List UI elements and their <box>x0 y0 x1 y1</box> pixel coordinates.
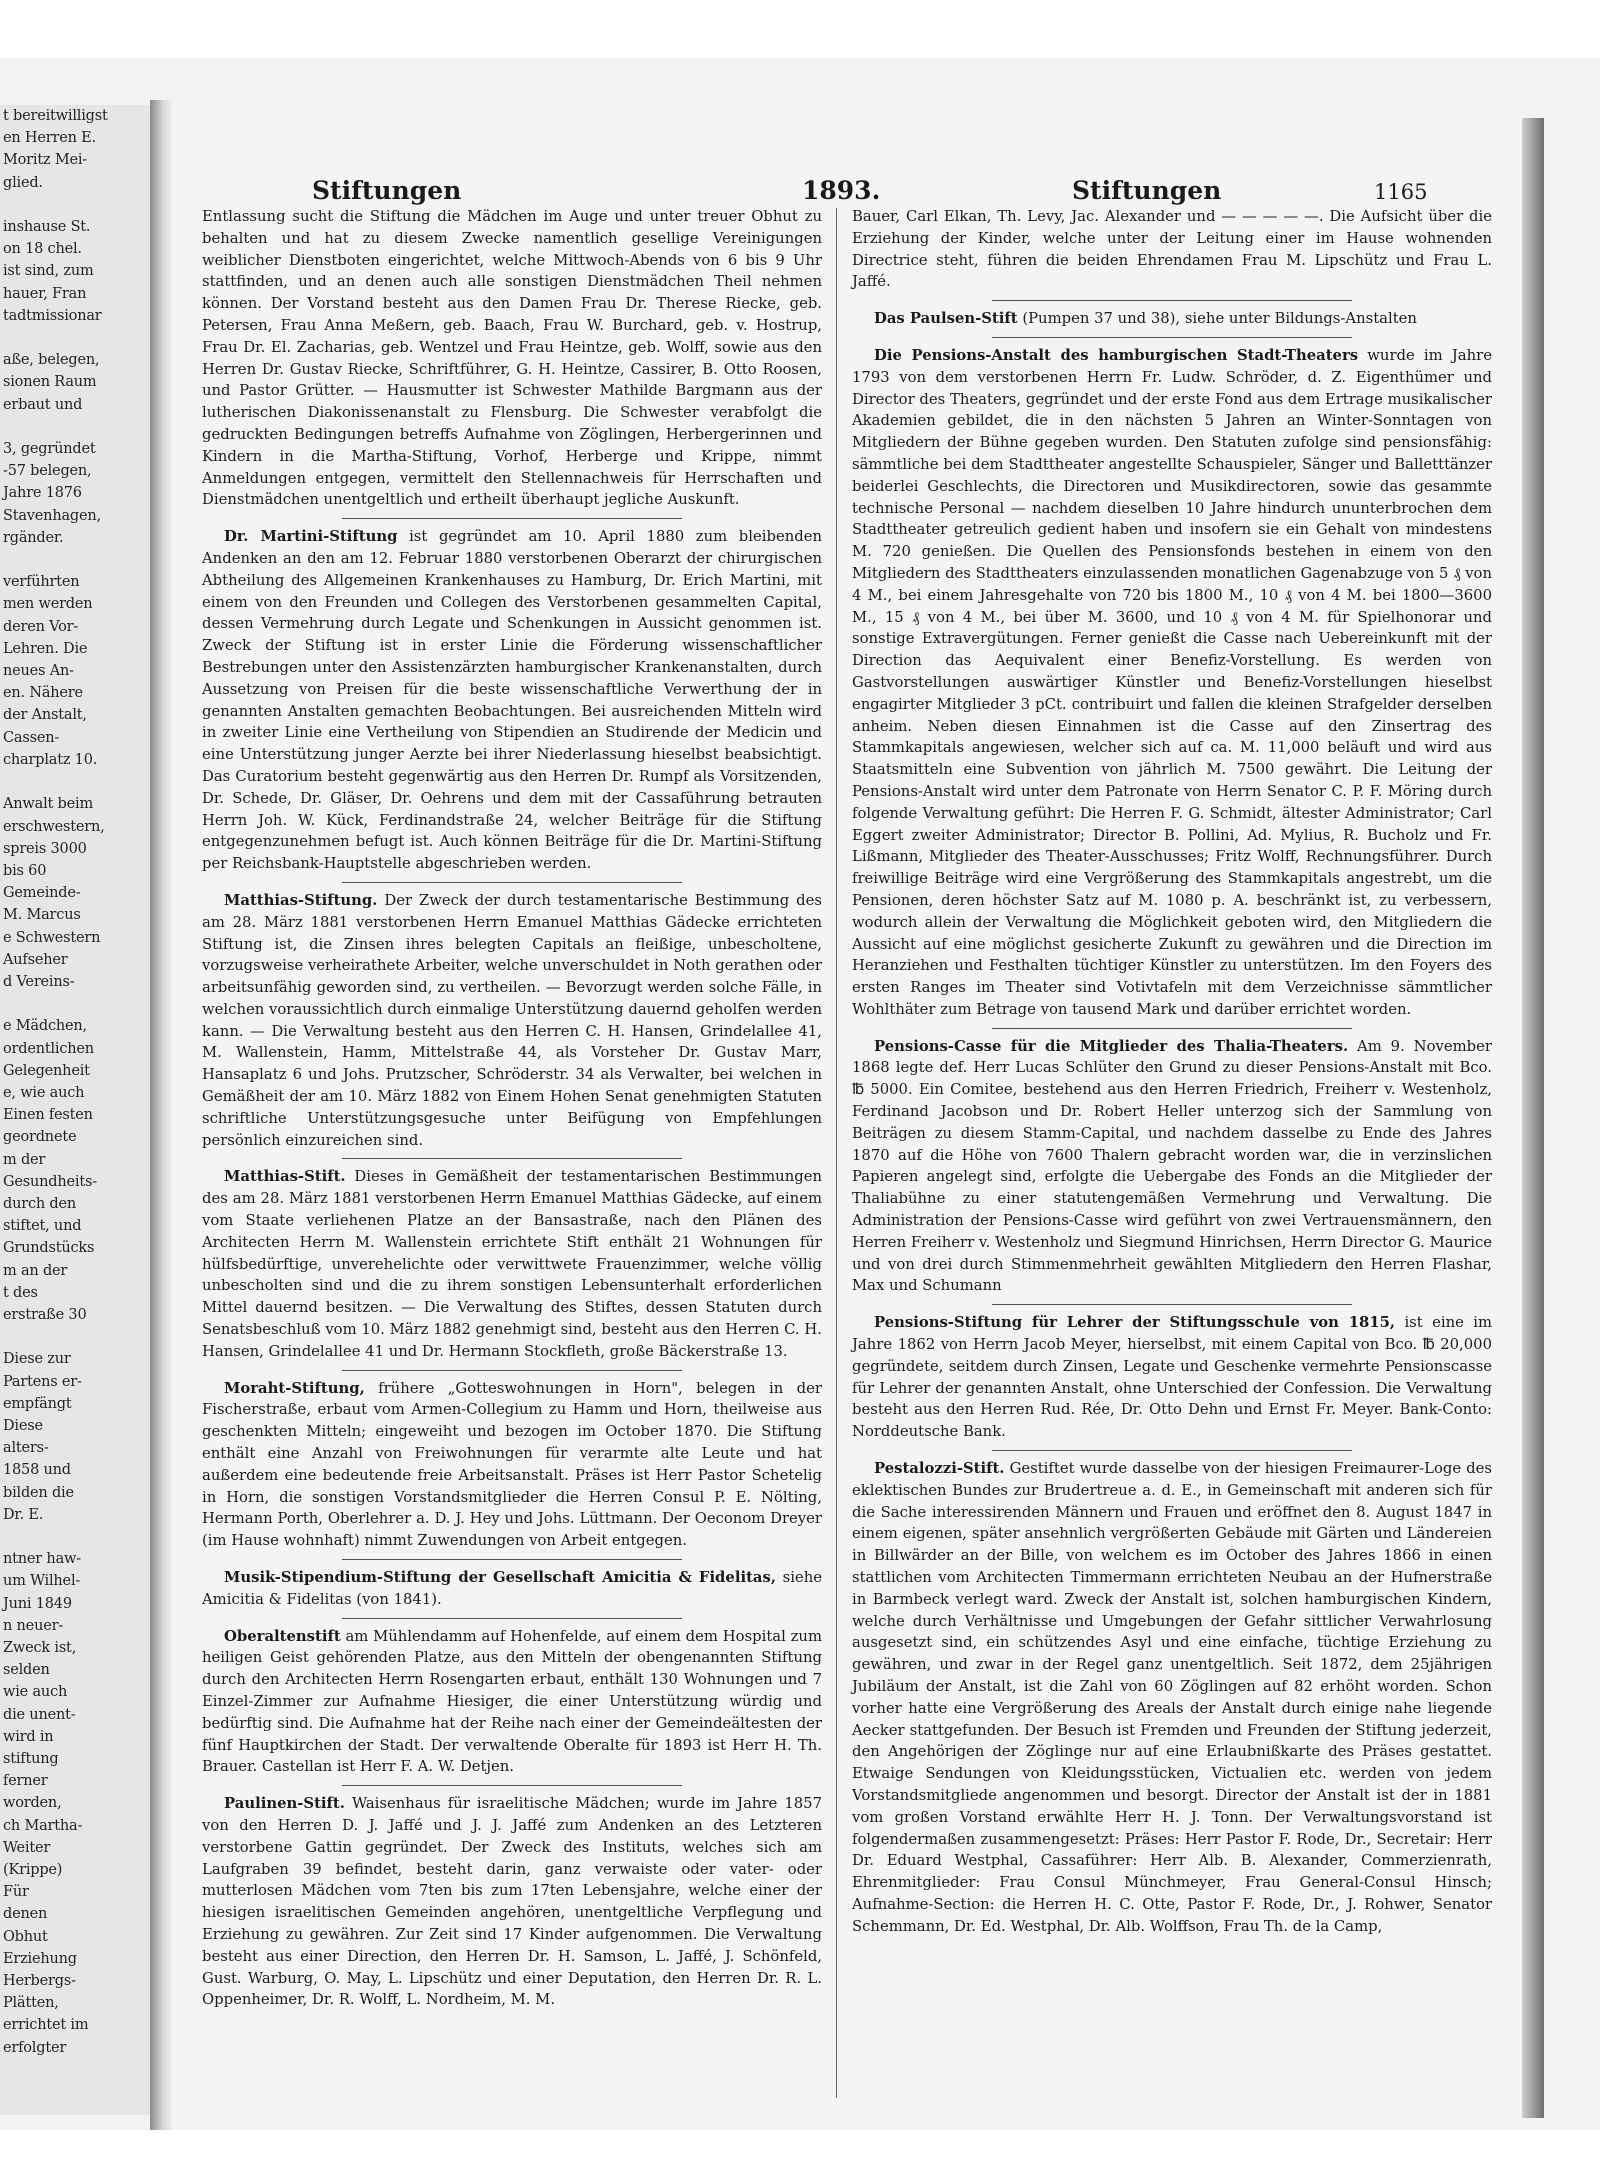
left-page-line <box>0 1526 150 1548</box>
left-page-line: Stavenhagen, <box>3 507 101 524</box>
left-page-line: Diese <box>3 1417 43 1434</box>
left-page-line: erbaut und <box>3 396 83 413</box>
scan-border-top <box>0 0 1600 58</box>
left-page-line: sionen Raum <box>3 374 97 391</box>
left-page-line: Diese zur <box>3 1351 71 1368</box>
entry-paragraph <box>202 526 822 875</box>
entry-text: frühere „Gotteswohnungen in Horn", belegen in der Fischerstraße, erbaut vom Armen-Collegium zu Hamm und Horn, theilweise aus geschenkten Mitteln; eingeweiht und bezogen im October 1870. Die Stiftung enthält eine Anzahl von Freiwohnungen für verarmte alte Leute und hat außerdem eine bedeutende freie Arbeitsanstalt. Präses ist Herr Pastor Schetelig in Horn, die sonstigen Vorstandsmitglieder die Herren Consul P. E. Nölting, Hermann Porth, Oberlehrer a. D. J. Hey und Johs. Lüttmann. Der Oeconom Dreyer (im Hause wohnhaft) nimmt Zuwendungen von Arbeit entgegen. <box>202 1379 822 1550</box>
left-page-line: e Mädchen, <box>3 1018 87 1035</box>
entry-paragraph <box>202 1378 822 1552</box>
left-page-line: m der <box>3 1151 46 1168</box>
entry-text: ist gegründet am 10. April 1880 zum bleibenden Andenken an den am 12. Februar 1880 verstorbenen Oberarzt der chirurgischen Abtheilung des Allgemeinen Krankenhauses zu Hamburg, Dr. Erich Martini, mit einem von den Freunden und Collegen des Verstorbenen gesammelten Capital, dessen Vermehrung durch Legate und Schenkungen in Aussicht genommen ist. Zweck der Stiftung ist in erster Linie die Förderung wissenschaftlicher Bestrebungen unter den Assistenzärzten hamburgischer Krankenanstalten, durch Aussetzung von Preisen für die beste wissenschaftliche Verwerthung der in genannten Anstalten gemachten Beobachtungen. Bei ausreichenden Mitteln wird in zweiter Linie eine Vertheilung von Stipendien an Studirende der Medicin und eine Unterstützung junger Aerzte bei ihrer Niederlassung hieselbst beabsichtigt. Das Curatorium besteht gegenwärtig aus den Herren Dr. Rumpf als Vorsitzenden, Dr. Schede, Dr. Gläser, Dr. Oehrens und dem mit der Cassaführung betrauten Herrn Joh. W. Kück, Ferdinandstraße 24, welcher Beiträge für die Stiftung entgegenzunehmen befugt ist. Auch können Beiträge für die Dr. Martini-Stiftung per Reichsbank-Hauptstelle abgeschrieben werden. <box>202 528 822 873</box>
left-page-line: rgänder. <box>3 529 64 546</box>
entry-separator <box>342 1618 682 1619</box>
left-page-line: Gesundheits- <box>3 1173 97 1190</box>
left-page-line: ch Martha- <box>3 1817 83 1834</box>
entry-text: am Mühlendamm auf Hohenfelde, auf einem dem Hospital zum heiligen Geist gehörenden Platze, aus den Mitteln der obengenannten Stiftung durch den Architecten Herrn Rosengarten erbaut, enthält 130 Wohnungen und 7 Einzel-Zimmer zur Aufnahme Hiesiger, die einer Unterstützung würdig und bedürftig sind. Die Aufnahme hat der Reihe nach einer der Gemeindeältesten der fünf Hauptkirchen der Stadt. Der verwaltende Oberalte für 1893 ist Herr H. Th. Brauer. Castellan ist Herr F. A. W. Detjen. <box>202 1627 822 1776</box>
left-page-line: Für <box>3 1884 29 1901</box>
entry-text: (Pumpen 37 und 38), siehe unter Bildungs-Anstalten <box>1022 310 1417 328</box>
entry-separator <box>992 1304 1352 1305</box>
entry-text: Bauer, Carl Elkan, Th. Levy, Jac. Alexander und — — — — —. Die Aufsicht über die Erziehung der Kinder, welche unter der Leitung einer im Hause wohnenden Directrice steht, führen die beiden Ehrendamen Frau M. Lipschütz und Frau L. Jaffé. <box>852 208 1492 291</box>
left-page-line: Gemeinde- <box>3 885 81 902</box>
entry-separator <box>342 1158 682 1159</box>
left-page-line: neues An- <box>3 663 74 680</box>
left-page-line: ferner <box>3 1773 48 1790</box>
left-page-line: ist sind, zum <box>3 263 94 280</box>
entry-paragraph <box>202 1166 822 1362</box>
entry-lead: Paulinen-Stift. <box>224 1795 345 1813</box>
entry-lead: Musik-Stipendium-Stiftung der Gesellschaft Amicitia & Fidelitas, <box>224 1569 776 1587</box>
entry-paragraph <box>202 890 822 1152</box>
left-page-line: bilden die <box>3 1484 74 1501</box>
entry-text: Gestiftet wurde dasselbe von der hiesigen Freimaurer-Loge des eklektischen Bundes zur Brudertreue a. d. E., in Gemeinschaft mit anderen sich für die Sache interessirenden Männern und Frauen und eröffnet den 8. August 1847 in einem eigenen, später ansehnlich vergrößerten Gebäude mit Gärten und Ländereien in Billwärder an der Bille, von welchem es im October des Jahres 1866 in einen stattlichen vom Architecten Timmermann errichteten Neubau an der Hufnerstraße in Barmbeck verlegt ward. Zweck der Anstalt ist, solchen hamburgischen Kindern, welche durch Verhältnisse und Umgebungen der Gefahr sittlicher Verwahrlosung ausgesetzt sind, ein schützendes Asyl und eine einfache, tüchtige Erziehung zu gewähren, und zwar in der Regel ganz unentgeltlich. Seit 1872, dem 25jährigen Jubiläum der Anstalt, ist die Zahl von 60 Zöglingen auf 82 erhöht worden. Schon vorher hatte eine Vergrößerung des Areals der Anstalt durch einige nahe liegende Aecker stattgefunden. Der Besuch ist Fremden und Freunden der Stiftung jederzeit, den Angehörigen der Zöglinge nur auf eine Erlaubnißkarte des Präses gestattet. Etwaige Sendungen von Kleidungsstücken, Victualien etc. werden von jedem Vorstandsmitgliede angenommen und besorgt. Director der Anstalt ist der in 1881 vom großen Vorstand erwählte Herr H. J. Tonn. Der Verwaltungsvorstand ist folgendermaßen zusammengesetzt: Präses: Herr Pastor F. Rode, Dr., Secretair: Herr Dr. Eduard Westphal, Cassaführer: Herr Alb. B. Alexander, Commerzienrath, Ehrenmitglieder: Frau Consul Münchmeyer, Frau General-Consul Hinsch; Aufnahme-Section: die Herren H. C. Otte, Pastor F. Rode, Dr., J. Rohwer, Senator Schemmann, Dr. Ed. Westphal, Dr. Alb. Wolffson, Frau Th. de la Camp, <box>852 1460 1492 1935</box>
left-page-line: der Anstalt, <box>3 707 87 724</box>
left-page-line <box>0 1326 150 1348</box>
left-page-line: Aufseher <box>3 951 68 968</box>
left-page-line: Juni 1849 <box>3 1595 72 1612</box>
left-page-line: Plätten, <box>3 1995 59 2012</box>
entry-separator <box>992 1028 1352 1029</box>
left-page-line: denen <box>3 1906 48 1923</box>
column-rule <box>836 208 837 2098</box>
left-page-line <box>0 327 150 349</box>
left-page-line: errichtet im <box>3 2017 89 2034</box>
left-page-line: deren Vor- <box>3 618 79 635</box>
left-page-line: worden, <box>3 1795 62 1812</box>
entry-lead: Die Pensions-Anstalt des hamburgischen Stadt-Theaters <box>874 346 1359 364</box>
left-page-line: n neuer- <box>3 1617 64 1634</box>
left-page-line: m an der <box>3 1262 68 1279</box>
entry-separator <box>342 518 682 519</box>
entry-text: Entlassung sucht die Stiftung die Mädchen im Auge und unter treuer Obhut zu behalten und hat zu diesem Zwecke namentlich gesellige Vereinigungen weiblicher Dienstboten eingerichtet, welche Mittwoch-Abends von 6 bis 9 Uhr stattfinden, und an denen auch alle sonstigen Dienstmädchen Theil nehmen können. Der Vorstand besteht aus den Damen Frau Dr. Therese Riecke, geb. Petersen, Frau Anna Meßern, geb. Baach, Frau W. Burchard, geb. v. Hostrup, Frau Dr. El. Zacharias, geb. Wentzel und Frau Heintze, geb. Wolff, sowie aus den Herren Dr. Gustav Riecke, Schriftführer, G. H. Heintze, Cassirer, B. Otto Roosen, und Pastor Grütter. — Hausmutter ist Schwester Mathilde Bargmann aus der lutherischen Diakonissenanstalt zu Flensburg. Die Schwester verabfolgt die gedruckten Bedingungen betreffs Aufnahme von Zöglingen, Herbergerinnen und Kindern in die Martha-Stiftung, Vorhof, Herberge und Krippe, nimmt Anmeldungen entgegen, vermittelt den Stellennachweis für Herrschaften und Dienstmädchen unentgeltlich und ertheilt überhaupt jegliche Auskunft. <box>202 208 822 509</box>
left-column <box>202 206 822 2015</box>
entry-lead: Matthias-Stiftung. <box>224 891 378 909</box>
entry-text: wurde im Jahre 1793 von dem verstorbenen Herrn Fr. Ludw. Schröder, d. Z. Eigenthümer und Director des Theaters, gegründet und der erste Fond aus dem Ertrage musikalischer Akademien gebildet, die in den nächsten 5 Jahren an Winter-Sonntagen von Mitgliedern der Bühne gegeben wurden. Den Statuten zufolge sind pensionsfähig: sämmtliche bei dem Stadttheater angestellte Schauspieler, Sänger und Balletttänzer beiderlei Geschlechts, die Directoren und Musikdirectoren, sowie das gesammte technische Personal — nachdem dieselben 10 Jahre hindurch ununterbrochen dem Stadttheater getreulich gedient haben und insofern sie ein Gehalt von mindestens M. 720 genießen. Die Quellen des Pensionsfonds bestehen in einem von den Mitgliedern des Stadttheaters einzulassenden monatlichen Gagenabzuge von 5 ₰ von 4 M., bei einem Jahresgehalte von 720 bis 1800 M., 10 ₰ von 4 M. bei 1800—3600 M., 15 ₰ von 4 M., bei über M. 3600, und 10 ₰ von 4 M. für Spielhonorar und sonstige Extravergütungen. Ferner genießt die Casse nach Uebereinkunft mit der Direction das Aequivalent einer Benefiz-Vorstellung. Es werden von Gastvorstellungen auswärtiger Künstler und Benefiz-Vorstellungen hieselbst engagirter Mitglieder 3 pCt. contribuirt und fallen die kleinen Strafgelder derselben anheim. Neben diesen Einnahmen ist die Casse auf den Zinsertrag des Stammkapitals angewiesen, welcher sich auf ca. M. 11,000 beläuft und wird aus Staatsmitteln eine Subvention von jährlich M. 7500 gewährt. Die Leitung der Pensions-Anstalt wird unter dem Patronate von Herrn Senator C. P. F. Möring durch folgende Verwaltung geführt: Die Herren F. G. Schmidt, ältester Administrator; Carl Eggert zweiter Administrator; Director B. Pollini, Ad. Mylius, R. Bucholz und Fr. Lißmann, Mitglieder des Theater-Ausschusses; Fritz Wolff, Rechnungsführer. Durch freiwillige Beiträge wird eine Vergrößerung des Stammkapitals angestrebt, um die Pensionen, deren höchster Satz auf M. 1080 p. A. beschränkt ist, zu verbessern, wodurch allein der Verwaltung die Möglichkeit geboten wird, den Mitgliedern die Aussicht auf eine möglichst gesicherte Zukunft zu gewähren und die Direction im Heranziehen und Festhalten tüchtiger Künstler zu unterstützen. Im den Foyers des ersten Ranges im Theater sind Votivtafeln mit dem Verzeichnisse sämmtlicher Wohlthäter zum Betrage von tausend Mark und darüber errichtet worden. <box>852 346 1492 1018</box>
left-page-line: d Vereins- <box>3 973 75 990</box>
left-page-line: Anwalt beim <box>3 796 93 813</box>
left-page-line: stiftet, und <box>3 1218 82 1235</box>
entry-lead: Pensions-Stiftung für Lehrer der Stiftungsschule von 1815, <box>874 1314 1396 1332</box>
left-page-line: erstraße 30 <box>3 1306 87 1323</box>
left-page-line: alters- <box>3 1440 49 1457</box>
entry-paragraph <box>852 1036 1492 1298</box>
left-page-line: glied. <box>3 174 43 191</box>
entry-text: siehe Amicitia & Fidelitas (von 1841). <box>202 1569 822 1608</box>
page-edge <box>1522 118 1544 2118</box>
entry-lead: Das Paulsen-Stift <box>874 310 1018 328</box>
left-page-line: stiftung <box>3 1751 59 1768</box>
entry-paragraph <box>852 1312 1492 1443</box>
header-right-title: Stiftungen <box>1072 176 1222 205</box>
left-page-line: Weiter <box>3 1839 51 1856</box>
left-page-line: t bereitwilligst <box>3 108 108 124</box>
left-page-line: spreis 3000 <box>3 840 87 857</box>
left-page-line: selden <box>3 1662 50 1679</box>
left-page-line: erschwestern, <box>3 818 105 835</box>
left-page-line: en. Nähere <box>3 685 83 702</box>
left-page-line: aße, belegen, <box>3 352 100 369</box>
left-page-line: e, wie auch <box>3 1084 85 1101</box>
left-page-line <box>0 416 150 438</box>
entry-lead: Matthias-Stift. <box>224 1168 346 1186</box>
left-page-line: en Herren E. <box>3 130 96 147</box>
left-page-line: hauer, Fran <box>3 285 87 302</box>
left-page-line: Grundstücks <box>3 1240 95 1257</box>
entry-paragraph <box>852 308 1492 330</box>
left-page-line: wird in <box>3 1728 54 1745</box>
left-page-line: empfängt <box>3 1395 72 1412</box>
page-number: 1165 <box>1374 180 1428 204</box>
left-page-fragment <box>0 105 151 2115</box>
entry-lead: Moraht-Stiftung, <box>224 1379 365 1397</box>
entry-paragraph <box>852 1458 1492 1938</box>
entry-separator <box>342 882 682 883</box>
right-column <box>852 206 1492 1942</box>
left-page-line <box>0 993 150 1015</box>
header-year: 1893. <box>802 176 881 205</box>
entry-lead: Oberaltenstift <box>224 1627 341 1645</box>
entry-separator <box>342 1785 682 1786</box>
left-page-line: bis 60 <box>3 862 47 879</box>
left-page-line: die unent- <box>3 1706 76 1723</box>
left-page-line: verführten <box>3 574 80 591</box>
left-page-line: Zweck ist, <box>3 1640 77 1657</box>
entry-separator <box>992 300 1352 301</box>
left-page-line: M. Marcus <box>3 907 81 924</box>
left-page-line: ordentlichen <box>3 1040 94 1057</box>
left-page-line: men werden <box>3 596 93 613</box>
entry-lead: Pestalozzi-Stift. <box>874 1460 1005 1478</box>
left-page-line: tadtmissionar <box>3 307 102 324</box>
left-page-line: Erziehung <box>3 1950 77 1967</box>
left-page-line: charplatz 10. <box>3 751 98 768</box>
entry-separator <box>992 1450 1352 1451</box>
scan-border-bottom <box>0 2130 1600 2177</box>
left-page-line: ntner haw- <box>3 1551 81 1568</box>
left-page-line: durch den <box>3 1195 77 1212</box>
entry-paragraph <box>202 1567 822 1611</box>
left-page-line <box>0 549 150 571</box>
entry-paragraph <box>852 206 1492 293</box>
left-page-line <box>0 771 150 793</box>
right-page <box>172 118 1522 2118</box>
entry-text: Der Zweck der durch testamentarische Bestimmung des am 28. März 1881 verstorbenen Herrn Emanuel Matthias Gädecke errichteten Stiftung ist, die Zinsen ihres belegten Capitals an fleißige, unbescholtene, vorzugsweise verheirathete Arbeiter, welche unverschuldet in Noth gerathen oder arbeitsunfähig geworden sind, zu vertheilen. — Bevorzugt werden solche Fälle, in welchen voraussichtlich durch einmalige Unterstützung dauernd geholfen werden kann. — Die Verwaltung besteht aus den Herren C. H. Hansen, Grindelallee 41, M. Wallenstein, Hamm, Mittelstraße 44, als Vorsteher Dr. Gustav Marr, Hansaplatz 6 und Johs. Prutzscher, Schröderstr. 34 als Verwalter, bei welchen in Gemäßheit der am 10. März 1882 von Einem Hohen Senat genehmigten Statuten schriftliche Unterstützungsgesuche unter Beifügung von Empfehlungen persönlich einzureichen sind. <box>202 891 822 1149</box>
entry-paragraph <box>202 1793 822 2011</box>
left-page-line: 3, gegründet <box>3 441 96 458</box>
left-page-line: t des <box>3 1284 38 1301</box>
entry-lead: Pensions-Casse für die Mitglieder des Thalia-Theaters. <box>874 1037 1349 1055</box>
left-page-line: erfolgter <box>3 2039 67 2056</box>
entry-text: Waisenhaus für israelitische Mädchen; wurde im Jahre 1857 von den Herren D. J. Jaffé und J. J. Jaffé zum Andenken an des Letzteren verstorbene Gattin gegründet. Der Zweck des Instituts, welches sich am Laufgraben 39 befindet, besteht darin, ganz verwaiste oder vater- oder mutterlosen Mädchen vom 7ten bis zum 17ten Lebensjahre, welche einer der hiesigen israelitischen Gemeinden angehören, unentgeltliche Verpflegung und Erziehung zu gewähren. Zur Zeit sind 17 Kinder aufgenommen. Die Verwaltung besteht aus einer Direction, den Herren Dr. H. Samson, L. Jaffé, J. Schönfeld, Gust. Warburg, O. May, L. Lipschütz und einer Deputation, den Herren Dr. R. L. Oppenheimer, Dr. R. Wolff, L. Nordheim, M. M. <box>202 1795 822 2009</box>
entry-separator <box>342 1559 682 1560</box>
left-page-line: on 18 chel. <box>3 241 82 258</box>
left-page-line: Cassen- <box>3 729 60 746</box>
left-page-line: Lehren. Die <box>3 640 88 657</box>
left-page-line: Obhut <box>3 1928 48 1945</box>
left-page-line: wie auch <box>3 1684 68 1701</box>
left-page-line: e Schwestern <box>3 929 101 946</box>
entry-separator <box>342 1370 682 1371</box>
entry-text: Am 9. November 1868 legte def. Herr Lucas Schlüter den Grund zu dieser Pensions-Anstalt mit Bco. ℔ 5000. Ein Comitee, bestehend aus den Herren Friedrich, Freiherr v. Westenholz, Ferdinand Jacobson und Dr. Robert Heller unterzog sich der Sammlung von Beiträgen zu diesem Stamm-Capital, und nachdem dasselbe zu Ende des Jahres 1870 auf die Höhe von 7600 Thalern gebracht worden war, die in verzinslichen Papieren angelegt sind, erfolgte die Uebergabe des Fonds an die Mitglieder der Thaliabühne zu einer statutengemäßen Vermehrung und Verwaltung. Die Administration der Pensions-Casse wird geführt von zwei Vertrauensmännern, den Herren Freiherr v. Westenholz und Siegmund Hinrichsen, Herrn Director G. Maurice und von drei durch Stimmenmehrheit gewählten Mitgliedern den Herren Flashar, Max und Schumann <box>852 1037 1492 1295</box>
book-gutter <box>150 100 172 2130</box>
left-page-line: Gelegenheit <box>3 1062 90 1079</box>
left-page-line: Einen festen <box>3 1107 93 1124</box>
entry-separator <box>992 337 1352 338</box>
entry-text: ist eine im Jahre 1862 von Herrn Jacob Meyer, hierselbst, mit einem Capital von Bco. ℔ 20,000 gegründete, seitdem durch Zinsen, Legate und Geschenke vermehrte Pensionscasse für Lehrer der genannten Anstalt, ohne Unterschied der Confession. Die Verwaltung besteht aus den Herren Rud. Rée, Dr. Otto Dehn und Ernst Fr. Meyer. Bank-Conto: Norddeutsche Bank. <box>852 1314 1492 1441</box>
entry-text: Dieses in Gemäßheit der testamentarischen Bestimmungen des am 28. März 1881 verstorbenen Herrn Emanuel Matthias Gädecke, auf einem vom Staate verliehenen Platze an der Bansastraße, nach den Plänen des Architecten Herrn M. Wallenstein errichtete Stift enthält 21 Wohnungen für hülfsbedürftige, unverehelichte oder verwittwete Frauenzimmer, welche völlig unbescholten sind und die zu ihrem sonstigen Lebensunterhalt erforderlichen Mittel dauernd besitzen. — Die Verwaltung des Stiftes, dessen Statuten durch Senatsbeschluß vom 10. März 1882 genehmigt sind, besteht aus den Herren C. H. Hansen, Grindelallee 41 und Dr. Hermann Stockfleth, große Bäckerstraße 13. <box>202 1168 822 1360</box>
left-page-line: geordnete <box>3 1129 77 1146</box>
left-page-line: Jahre 1876 <box>3 485 82 502</box>
entry-paragraph <box>202 206 822 511</box>
left-page-line <box>0 194 150 216</box>
left-page-line: (Krippe) <box>3 1862 63 1879</box>
left-page-line: 1858 und <box>3 1462 71 1479</box>
entry-lead: Dr. Martini-Stiftung <box>224 528 398 546</box>
left-page-line: Partens er- <box>3 1373 82 1390</box>
entry-paragraph <box>202 1626 822 1779</box>
left-page-line: Dr. E. <box>3 1506 44 1523</box>
header-left-title: Stiftungen <box>312 176 462 205</box>
left-page-line: Moritz Mei- <box>3 152 87 169</box>
left-page-line: Herbergs- <box>3 1973 76 1990</box>
left-page-line: inshause St. <box>3 219 91 236</box>
entry-paragraph <box>852 345 1492 1021</box>
left-page-line: -57 belegen, <box>3 463 92 480</box>
left-page-line: um Wilhel- <box>3 1573 81 1590</box>
